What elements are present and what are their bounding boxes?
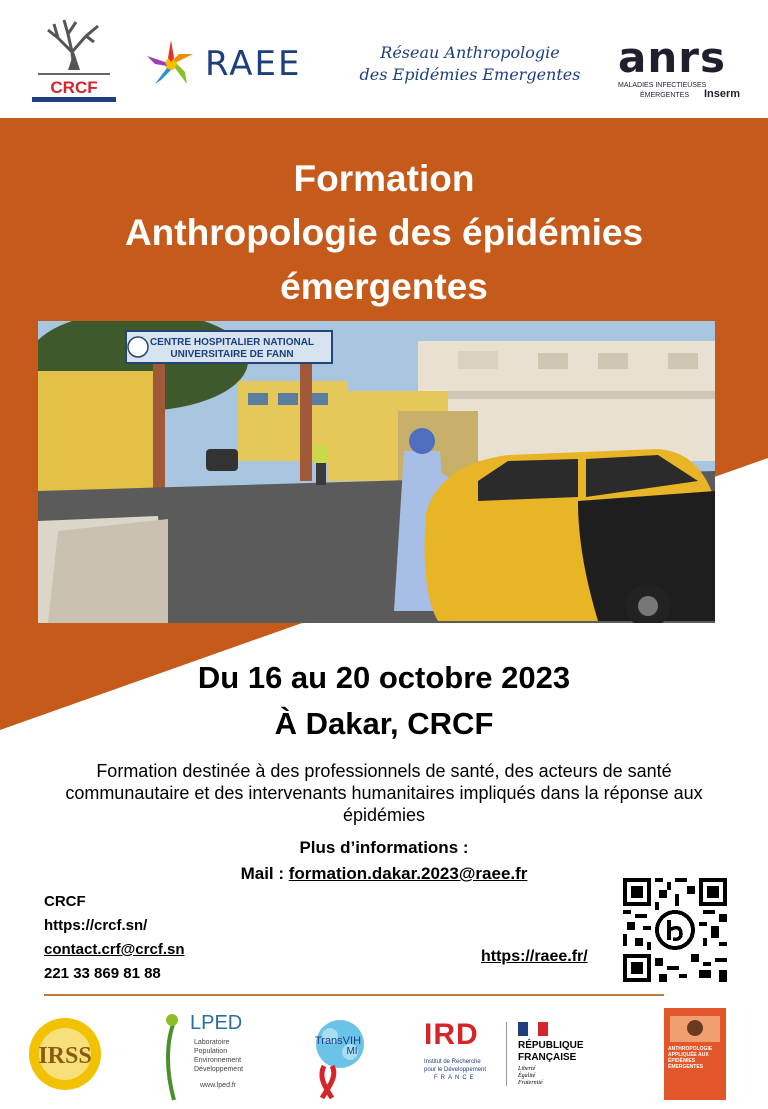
svg-text:IRSS: IRSS [38,1043,92,1069]
event-dates: Du 16 au 20 octobre 2023 [197,660,571,695]
ird-republique-logo [424,1018,614,1098]
header-logos [0,0,768,118]
lped-subtitle [194,1038,243,1074]
anrs-inserm: Inserm [704,88,741,100]
mail-label: Mail : [240,864,285,883]
raee-subtitle [350,42,590,86]
more-info-label: Plus d’informations : [299,838,469,857]
lped-leaf-icon [162,1012,186,1102]
raee-subtitle-line1: Réseau Anthropologie [380,43,560,62]
ird-sub3: FRANCE [434,1075,477,1081]
ird-word: IRD [424,1018,479,1051]
rf-motto1: Liberté [518,1066,536,1072]
mail-link[interactable]: formation.dakar.2023@raee.fr [288,864,528,883]
rf-motto [518,1066,543,1087]
svg-text:MI: MI [346,1046,358,1057]
rf-name [518,1040,584,1064]
raee-url-link[interactable]: https://raee.fr/ [481,948,588,965]
ird-separator [506,1022,507,1086]
crcf-logo [28,8,120,108]
contact-website[interactable]: https://crcf.sn/ [44,917,148,934]
title-line3: émergentes [280,266,488,307]
svg-text:CENTRE HOSPITALIER NATIONAL: CENTRE HOSPITALIER NATIONAL [149,337,315,348]
qr-code[interactable] [623,878,727,982]
rf-line2: FRANÇAISE [518,1052,577,1063]
rf-motto2: Égalité [518,1073,536,1079]
svg-text:UNIVERSITAIRE DE FANN: UNIVERSITAIRE DE FANN [170,349,294,360]
title-line1: Formation [293,158,475,199]
lped-sub3: Environnement [194,1057,242,1064]
anrs-small-line2: ÉMERGENTES [640,92,690,99]
transvih-logo [302,1014,378,1100]
svg-text:CRCF: CRCF [50,78,98,97]
footer-divider [44,994,664,996]
event-description: Formation destinée à des professionnels de santé, des acteurs de santé communautaire et des intervenants humanitaires impliqués dans la réponse aux épidémies [65,761,703,825]
page-title [0,152,768,314]
raee-subtitle-line2: des Epidémies Emergentes [359,65,581,84]
rf-line1: RÉPUBLIQUE [518,1040,584,1051]
book-cover-illustration [670,1016,720,1042]
lped-sub2: Population [194,1048,228,1055]
contact-org: CRCF [44,893,86,910]
raee-wordmark: RAEE [205,44,302,84]
hospital-entrance-photo [38,321,715,623]
title-line2: Anthropologie des épidémies [124,212,644,253]
book-title: ANTHROPOLOGIE APPLIQUÉE AUX ÉPIDÉMIES ÉMERGENTES [668,1046,713,1070]
ird-subtitle [424,1058,486,1082]
anrs-logo [618,33,748,100]
ird-sub1: Institut de Recherche [424,1059,481,1065]
contact-phone: 221 33 869 81 88 [44,965,161,982]
lped-logo [160,1012,260,1102]
lped-sub4: Développement [194,1066,244,1073]
svg-text:TransVIH: TransVIH [314,1035,362,1047]
anrs-wordmark: anrs [618,33,726,82]
contact-block [44,890,185,986]
raee-star-icon [143,36,199,92]
contact-email-link[interactable]: contact.crf@crcf.sn [44,941,185,958]
lped-word: LPED [190,1012,243,1034]
lped-url: www.lped.fr [200,1082,237,1089]
rf-motto3: Fraternité [518,1080,543,1086]
book-cover [664,1008,726,1100]
ird-sub2: pour le Développement [424,1067,487,1073]
event-place: À Dakar, CRCF [274,706,494,741]
marianne-icon [518,1022,548,1036]
irss-logo [14,1016,116,1092]
anrs-small-line1: MALADIES INFECTIEUSES [618,82,707,89]
lped-sub1: Laboratoire [194,1039,230,1046]
